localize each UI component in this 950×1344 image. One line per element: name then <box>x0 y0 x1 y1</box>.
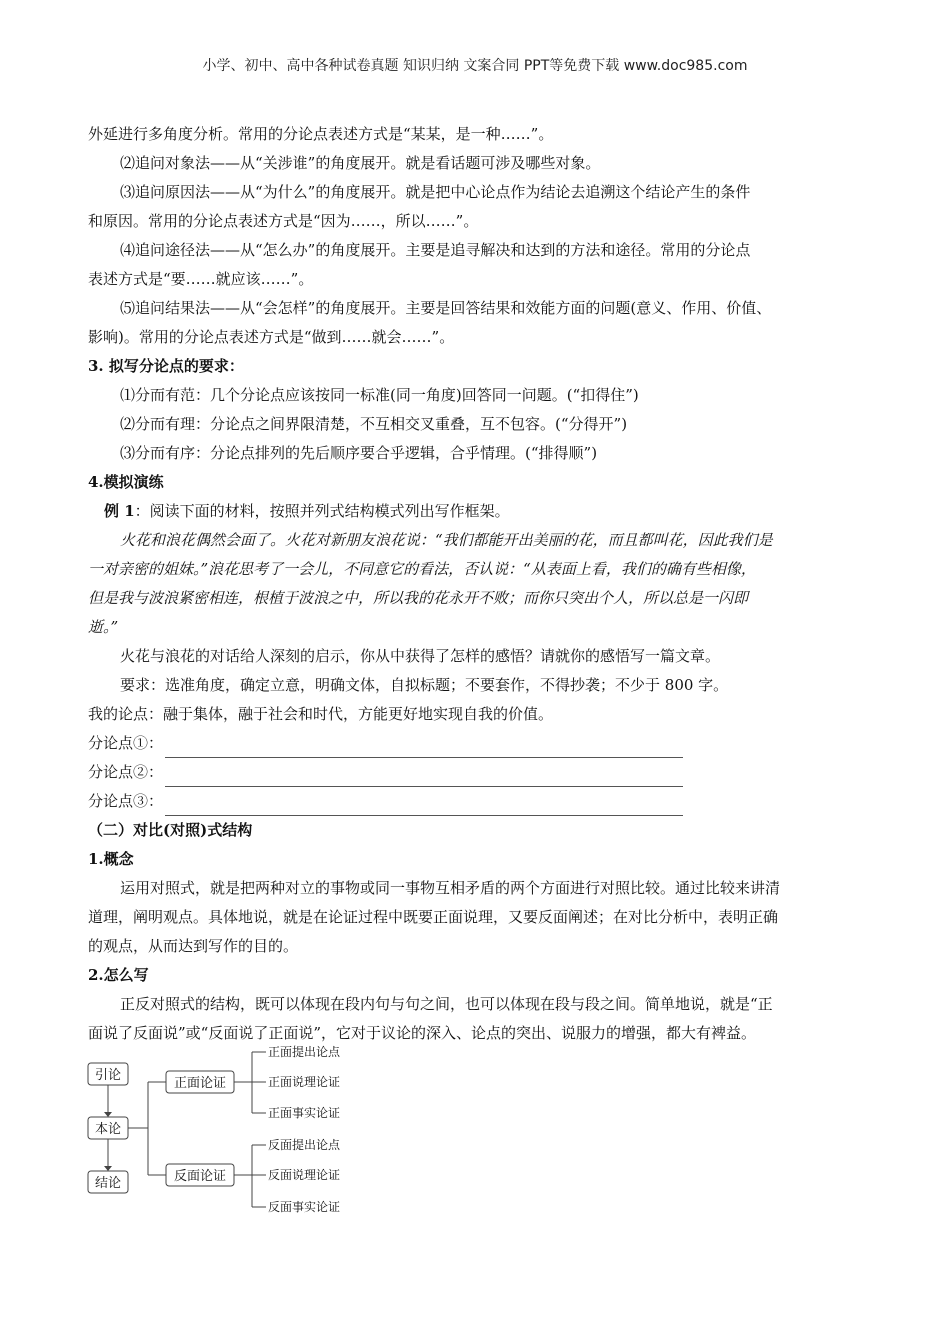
section-heading: 3. 拟写分论点的要求： <box>88 357 244 375</box>
text-line: 影响)。常用的分论点表述方式是“做到……就会……”。 <box>88 328 455 346</box>
negative-item: 反面事实论证 <box>268 1200 341 1214</box>
negative-item: 反面提出论点 <box>268 1138 341 1152</box>
material-line: 但是我与波浪紧密相连，根植于波浪之中，所以我的花永开不败；而你只突出个人，所以总是一闪即 <box>88 589 749 607</box>
subsection-heading: 1.概念 <box>88 850 134 868</box>
answer-blank[interactable] <box>165 739 683 758</box>
positive-item: 正面事实论证 <box>268 1106 341 1120</box>
material-line: 一对亲密的姐妹。”浪花思考了一会儿，不同意它的看法，否认说：“从表面上看，我们的确有些相像， <box>88 560 756 578</box>
answer-blank[interactable] <box>165 797 683 816</box>
text-line: 运用对照式，就是把两种对立的事物或同一事物互相矛盾的两个方面进行对照比较。通过比较来讲清 <box>120 879 781 897</box>
negative-item: 反面说理论证 <box>268 1168 341 1182</box>
thesis-line: 我的论点：融于集体，融于社会和时代，方能更好地实现自我的价值。 <box>88 705 554 723</box>
sub-point-2 <box>88 758 878 787</box>
sub-point-1 <box>88 729 878 758</box>
example-text: ：阅读下面的材料，按照并列式结构模式列出写作框架。 <box>134 502 510 520</box>
requirement-item: ⑶分而有序：分论点排列的先后顺序要合乎逻辑，合乎情理。(“排得顺”) <box>120 444 598 462</box>
text-line: 道理，阐明观点。具体地说，就是在论证过程中既要正面说理，又要反面阐述；在对比分析中，表明正确 <box>88 908 779 926</box>
material-line: 逝。” <box>88 618 119 636</box>
text-line: ⑸追问结果法——从“会怎样”的角度展开。主要是回答结果和效能方面的问题(意义、作用、价值、 <box>120 299 772 317</box>
document-body <box>88 120 878 1048</box>
sub-point-label: 分论点③： <box>88 792 164 810</box>
example-label: 例 1 <box>104 502 135 520</box>
sub-point-label: 分论点②： <box>88 763 164 781</box>
page-header: 小学、初中、高中各种试卷真题 知识归纳 文案合同 PPT等免费下载 www.doc985.com <box>202 58 748 74</box>
negative-box: 反面论证 <box>173 1169 227 1184</box>
text-line: 和原因。常用的分论点表述方式是“因为……，所以……”。 <box>88 212 479 230</box>
body-box: 本论 <box>94 1122 122 1137</box>
conclusion-box: 结论 <box>94 1176 122 1191</box>
text-line: 表述方式是“要……就应该……”。 <box>88 270 314 288</box>
section-heading: 4.模拟演练 <box>88 473 164 491</box>
question-line: 火花与浪花的对话给人深刻的启示，你从中获得了怎样的感悟？请就你的感悟写一篇文章。 <box>120 647 721 665</box>
positive-item: 正面提出论点 <box>268 1045 341 1059</box>
positive-item: 正面说理论证 <box>268 1075 341 1089</box>
text-line: ⑵追问对象法——从“关涉谁”的角度展开。就是看话题可涉及哪些对象。 <box>120 154 601 172</box>
subsection-heading: 2.怎么写 <box>88 966 149 984</box>
text-line: ⑷追问途径法——从“怎么办”的角度展开。主要是追寻解决和达到的方法和途径。常用的分论点 <box>120 241 751 259</box>
answer-blank[interactable] <box>165 768 683 787</box>
requirement-line: 要求：选准角度，确定立意，明确文体，自拟标题；不要套作，不得抄袭；不少于 800 字。 <box>120 676 729 694</box>
text-line: 的观点，从而达到写作的目的。 <box>88 937 299 955</box>
example-line <box>88 497 878 526</box>
requirement-item: ⑴分而有范：几个分论点应该按同一标准(同一角度)回答同一问题。(“扣得住”) <box>120 386 639 404</box>
sub-point-3 <box>88 787 878 816</box>
sub-point-label: 分论点①： <box>88 734 164 752</box>
requirement-item: ⑵分而有理：分论点之间界限清楚，不互相交叉重叠，互不包容。(“分得开”) <box>120 415 628 433</box>
text-line: ⑶追问原因法——从“为什么”的角度展开。就是把中心论点作为结论去追溯这个结论产生的条件 <box>120 183 751 201</box>
section-heading: （二）对比(对照)式结构 <box>88 821 253 839</box>
text-line: 正反对照式的结构，既可以体现在段内句与句之间，也可以体现在段与段之间。简单地说，就是“正 <box>120 995 773 1013</box>
structure-diagram <box>86 1040 386 1220</box>
text-line: 面说了反面说”或“反面说了正面说”，它对于议论的深入、论点的突出、说服力的增强，都大有裨益。 <box>88 1024 757 1042</box>
material-line: 火花和浪花偶然会面了。火花对新朋友浪花说：“我们都能开出美丽的花，而且都叫花，因此我们是 <box>120 531 773 549</box>
intro-box: 引论 <box>94 1068 122 1083</box>
positive-box: 正面论证 <box>173 1076 227 1091</box>
text-line: 外延进行多角度分析。常用的分论点表述方式是“某某，是一种……”。 <box>88 125 554 143</box>
